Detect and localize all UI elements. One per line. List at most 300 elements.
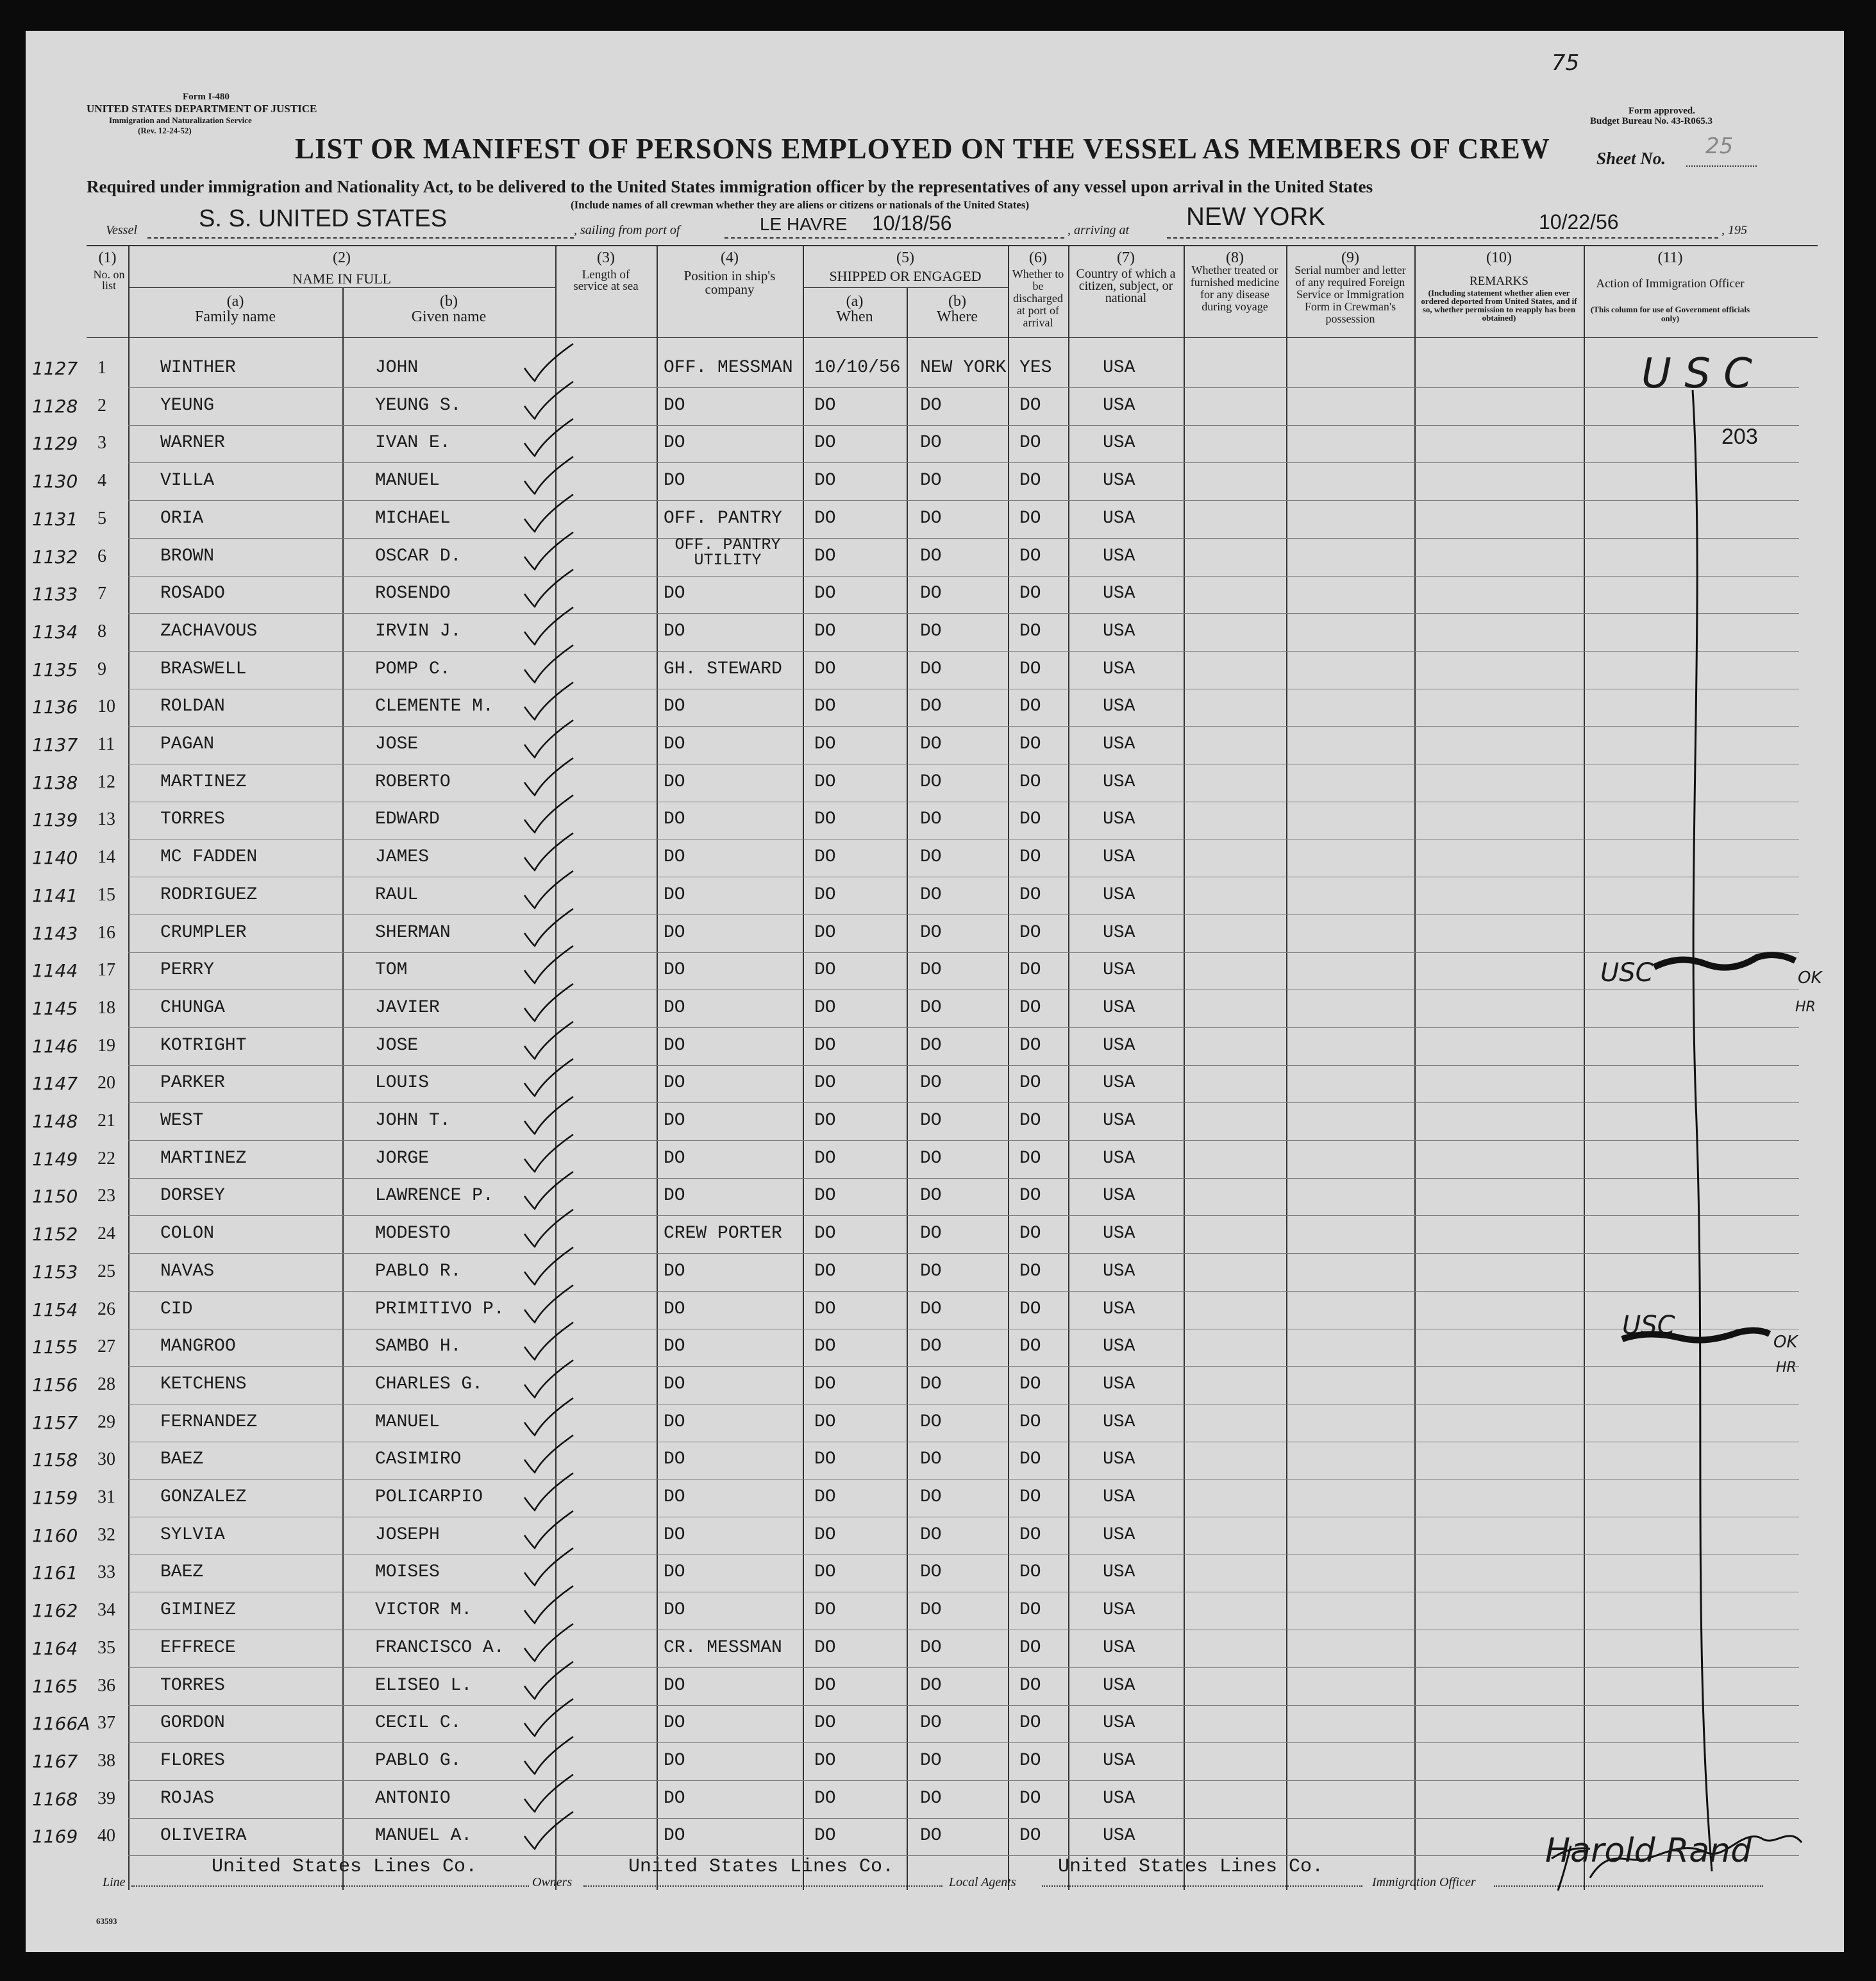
given-name: FRANCISCO A.: [375, 1637, 505, 1658]
col1-header: No. on list: [93, 268, 125, 292]
list-id: 1132: [32, 546, 78, 568]
list-id: 1148: [32, 1111, 78, 1132]
country: USA: [1103, 621, 1135, 641]
given-name: CHARLES G.: [375, 1374, 483, 1394]
line-number: 34: [97, 1600, 115, 1621]
manifest-title: LIST OR MANIFEST OF PERSONS EMPLOYED ON THE VESSEL AS MEMBERS OF CREW: [295, 133, 1550, 165]
list-id: 1150: [32, 1186, 78, 1208]
country: USA: [1103, 771, 1135, 792]
discharged: DO: [1019, 922, 1041, 943]
col7-header: Country of which a citizen, subject, or national: [1076, 267, 1176, 305]
shipped-when: DO: [814, 621, 836, 641]
shipped-where: DO: [920, 884, 942, 905]
line-number: 30: [97, 1449, 115, 1470]
family-name: COLON: [160, 1224, 215, 1244]
discharged: DO: [1019, 433, 1041, 453]
country: USA: [1103, 358, 1135, 378]
shipped-where: DO: [920, 847, 942, 868]
discharged: DO: [1019, 1336, 1041, 1357]
family-name: CHUNGA: [160, 997, 225, 1018]
revision: (Rev. 12-24-52): [138, 126, 192, 135]
position: DO: [664, 1374, 685, 1394]
given-name: OSCAR D.: [375, 546, 462, 566]
discharged: DO: [1019, 1487, 1041, 1507]
position: DO: [664, 1035, 685, 1056]
scribble-17: [1654, 955, 1795, 968]
shipped-when: DO: [814, 922, 836, 943]
ok-annotation-17: OK: [1798, 968, 1822, 988]
shipped-when: DO: [814, 1713, 836, 1733]
discharged: DO: [1019, 659, 1041, 679]
country: USA: [1103, 584, 1135, 604]
shipped-where: DO: [920, 433, 942, 453]
col5a-number: (a): [846, 293, 864, 310]
shipped-when: DO: [814, 1111, 836, 1131]
line-number: 23: [97, 1186, 115, 1206]
line-number: 21: [97, 1111, 115, 1131]
country: USA: [1103, 1562, 1135, 1583]
position: DO: [664, 584, 685, 604]
country: USA: [1103, 1111, 1135, 1131]
col5b-header: Where: [937, 308, 978, 325]
given-name: ROBERTO: [375, 771, 451, 792]
family-name: FERNANDEZ: [160, 1412, 258, 1432]
given-name: JORGE: [375, 1148, 430, 1168]
shipped-where: DO: [920, 960, 942, 981]
position: DO: [664, 771, 685, 792]
family-name: VILLA: [160, 471, 215, 491]
country: USA: [1103, 847, 1135, 868]
position: DO: [664, 621, 685, 641]
sheet-number: 25: [1705, 133, 1734, 159]
given-name: EDWARD: [375, 809, 440, 830]
given-name: VICTOR M.: [375, 1600, 473, 1621]
departure-date: 10/18/56: [872, 212, 952, 235]
shipped-when: DO: [814, 884, 836, 905]
family-name: PAGAN: [160, 734, 215, 754]
country: USA: [1103, 1675, 1135, 1696]
service: Immigration and Naturalization Service: [109, 115, 252, 125]
country: USA: [1103, 659, 1135, 679]
given-name: YEUNG S.: [375, 395, 462, 416]
col7-number: (7): [1117, 249, 1135, 266]
given-name: MICHAEL: [375, 508, 451, 528]
family-name: ORIA: [160, 508, 204, 528]
list-id: 1154: [32, 1299, 78, 1320]
position: DO: [664, 433, 685, 453]
line-number: 38: [97, 1750, 115, 1771]
col4-number: (4): [721, 249, 739, 266]
discharged: DO: [1019, 696, 1041, 717]
position: OFF. MESSMAN: [664, 358, 793, 378]
position: CREW PORTER: [664, 1224, 782, 1244]
list-id: 1165: [32, 1675, 78, 1697]
country: USA: [1103, 1412, 1135, 1432]
line-number: 36: [97, 1675, 115, 1696]
sailing-label: , sailing from port of: [574, 223, 680, 237]
shipped-where: DO: [920, 621, 942, 641]
position: DO: [664, 1600, 685, 1621]
given-name: JOSE: [375, 1035, 419, 1056]
shipped-where: DO: [920, 1336, 942, 1357]
line-number: 32: [97, 1524, 115, 1545]
line-number: 25: [97, 1261, 115, 1281]
line-number: 39: [97, 1788, 115, 1808]
country: USA: [1103, 395, 1135, 416]
usc-annotation-17: USC: [1600, 958, 1654, 988]
discharged: YES: [1019, 358, 1052, 378]
list-id: 1157: [32, 1412, 78, 1433]
position: DO: [664, 997, 685, 1018]
line-number: 35: [97, 1637, 115, 1658]
shipped-when: DO: [814, 1449, 836, 1470]
list-id: 1140: [32, 847, 78, 869]
country: USA: [1103, 1713, 1135, 1733]
line-number: 22: [97, 1148, 115, 1168]
col2a-number: (a): [226, 293, 244, 310]
shipped-where: DO: [920, 1562, 942, 1583]
shipped-when: DO: [814, 1336, 836, 1357]
family-name: GORDON: [160, 1713, 225, 1733]
family-name: TORRES: [160, 1675, 225, 1696]
list-id: 1146: [32, 1035, 78, 1057]
shipped-where: DO: [920, 1412, 942, 1432]
country: USA: [1103, 1750, 1135, 1771]
position: OFF. PANTRY: [664, 508, 782, 528]
country: USA: [1103, 1826, 1135, 1846]
shipped-where: DO: [920, 997, 942, 1018]
col5-number: (5): [896, 249, 914, 266]
col9-header: Serial number and letter of any required Foreign Service or Immigration Form in Crewman's possession: [1294, 264, 1406, 325]
list-id: 1147: [32, 1073, 78, 1095]
position: DO: [664, 1826, 685, 1846]
discharged: DO: [1019, 546, 1041, 566]
shipped-when: DO: [814, 771, 836, 792]
col3-header: Length of service at sea: [573, 268, 639, 293]
discharged: DO: [1019, 1224, 1041, 1244]
shipped-where: DO: [920, 734, 942, 754]
line-number: 33: [97, 1562, 115, 1583]
list-id: 1136: [32, 696, 78, 718]
country: USA: [1103, 508, 1135, 528]
given-name: JAMES: [375, 847, 430, 868]
discharged: DO: [1019, 734, 1041, 754]
col2b-number: (b): [440, 293, 458, 310]
list-id: 1130: [32, 471, 78, 493]
list-id: 1141: [32, 884, 78, 906]
shipped-when: DO: [814, 1750, 836, 1771]
line-number: 13: [97, 809, 115, 830]
shipped-when: DO: [814, 847, 836, 868]
list-id: 1139: [32, 809, 78, 831]
shipped-when: DO: [814, 1073, 836, 1093]
country: USA: [1103, 1073, 1135, 1093]
given-name: SAMBO H.: [375, 1336, 462, 1357]
usc-annotation: U S C: [1641, 350, 1752, 398]
family-name: GIMINEZ: [160, 1600, 236, 1621]
family-name: WARNER: [160, 433, 225, 453]
country: USA: [1103, 696, 1135, 717]
col5b-number: (b): [948, 293, 966, 310]
line-number: 1: [97, 358, 106, 378]
col5-header: SHIPPED OR ENGAGED: [829, 268, 982, 284]
owners-company: United States Lines Co.: [628, 1856, 894, 1878]
col11-header: Action of Immigration Officer: [1596, 277, 1745, 291]
discharged: DO: [1019, 1111, 1041, 1131]
list-id: 1138: [32, 771, 78, 793]
shipped-when: DO: [814, 809, 836, 830]
list-id: 1135: [32, 659, 78, 680]
given-name: LAWRENCE P.: [375, 1186, 494, 1206]
position: DO: [664, 1073, 685, 1093]
given-name: ELISEO L.: [375, 1675, 473, 1696]
list-id: 1158: [32, 1449, 78, 1471]
shipped-when: 10/10/56: [814, 358, 901, 378]
family-name: CRUMPLER: [160, 922, 247, 943]
list-id: 1143: [32, 922, 78, 944]
list-id: 1149: [32, 1148, 78, 1170]
discharged: DO: [1019, 1299, 1041, 1319]
country: USA: [1103, 1224, 1135, 1244]
position: DO: [664, 1524, 685, 1545]
position: DO: [664, 1336, 685, 1357]
arrival-port: NEW YORK: [1186, 203, 1326, 231]
given-name: MOISES: [375, 1562, 440, 1583]
given-name: RAUL: [375, 884, 419, 905]
shipped-where: DO: [920, 546, 942, 566]
shipped-when: DO: [814, 1412, 836, 1432]
given-name: CASIMIRO: [375, 1449, 462, 1470]
position: GH. STEWARD: [664, 659, 782, 679]
discharged: DO: [1019, 1186, 1041, 1206]
shipped-when: DO: [814, 1035, 836, 1056]
shipped-where: DO: [920, 1675, 942, 1696]
col3-number: (3): [597, 249, 615, 266]
shipped-when: DO: [814, 1826, 836, 1846]
count-annotation: 203: [1721, 425, 1758, 449]
line-number: 29: [97, 1412, 115, 1432]
discharged: DO: [1019, 1562, 1041, 1583]
line-number: 16: [97, 922, 115, 943]
line-number: 5: [97, 508, 106, 528]
col10-number: (10): [1486, 249, 1512, 266]
country: USA: [1103, 960, 1135, 981]
officer-signature: Harold Rand: [1545, 1832, 1752, 1870]
country: USA: [1103, 809, 1135, 830]
position: DO: [664, 1487, 685, 1507]
given-name: IRVIN J.: [375, 621, 462, 641]
position: DO: [664, 395, 685, 416]
line-number: 27: [97, 1336, 115, 1357]
position: DO: [664, 1675, 685, 1696]
discharged: DO: [1019, 1524, 1041, 1545]
department: UNITED STATES DEPARTMENT OF JUSTICE: [87, 103, 317, 115]
shipped-where: DO: [920, 1826, 942, 1846]
family-name: MARTINEZ: [160, 1148, 247, 1168]
shipped-when: DO: [814, 471, 836, 491]
line-number: 40: [97, 1826, 115, 1846]
shipped-where: DO: [920, 471, 942, 491]
list-id: 1155: [32, 1336, 78, 1358]
manifest-subtitle: Required under immigration and Nationality Act, to be delivered to the United States immigration officer by the representatives of any vessel upon arrival in the United States: [87, 177, 1373, 196]
line-number: 3: [97, 433, 106, 453]
page-mark: 75: [1552, 50, 1580, 76]
family-name: MANGROO: [160, 1336, 236, 1357]
given-name: IVAN E.: [375, 433, 451, 453]
position: DO: [664, 1788, 685, 1808]
given-name: PABLO G.: [375, 1750, 462, 1771]
line-number: 17: [97, 960, 115, 981]
include-note: (Include names of all crewman whether they are aliens or citizens or nationals of the United States): [571, 199, 1030, 211]
list-id: 1129: [32, 433, 78, 455]
position: DO: [664, 1111, 685, 1131]
line-number: 8: [97, 621, 106, 641]
list-id: 1169: [32, 1826, 78, 1848]
shipped-where: DO: [920, 1299, 942, 1319]
discharged: DO: [1019, 960, 1041, 981]
given-name: SHERMAN: [375, 922, 451, 943]
given-name: MANUEL: [375, 471, 440, 491]
discharged: DO: [1019, 1788, 1041, 1808]
position: CR. MESSMAN: [664, 1637, 782, 1658]
shipped-when: DO: [814, 508, 836, 528]
given-name: JOSE: [375, 734, 419, 754]
discharged: DO: [1019, 771, 1041, 792]
family-name: TORRES: [160, 809, 225, 830]
country: USA: [1103, 922, 1135, 943]
position: OFF. PANTRY UTILITY: [674, 535, 781, 569]
family-name: YEUNG: [160, 395, 215, 416]
col10-header: REMARKS: [1470, 274, 1528, 288]
given-name: MANUEL A.: [375, 1826, 473, 1846]
line-number: 18: [97, 997, 115, 1018]
shipped-when: DO: [814, 584, 836, 604]
position: DO: [664, 922, 685, 943]
position: DO: [664, 1186, 685, 1206]
shipped-where: DO: [920, 1148, 942, 1168]
country: USA: [1103, 471, 1135, 491]
shipped-when: DO: [814, 659, 836, 679]
family-name: GONZALEZ: [160, 1487, 247, 1507]
col1-number: (1): [98, 249, 117, 266]
family-name: KOTRIGHT: [160, 1035, 247, 1056]
list-id: 1137: [32, 734, 78, 755]
shipped-when: DO: [814, 696, 836, 717]
family-name: DORSEY: [160, 1186, 225, 1206]
discharged: DO: [1019, 395, 1041, 416]
line-number: 9: [97, 659, 106, 679]
discharged: DO: [1019, 1713, 1041, 1733]
family-name: PERRY: [160, 960, 215, 981]
country: USA: [1103, 1336, 1135, 1357]
position: DO: [664, 471, 685, 491]
shipped-where: DO: [920, 1449, 942, 1470]
position: DO: [664, 1299, 685, 1319]
family-name: NAVAS: [160, 1261, 215, 1281]
shipped-when: DO: [814, 1675, 836, 1696]
col10-note: (Including statement whether alien ever ordered deported from United States, and if so, whether permission to reapply has been obtained): [1421, 288, 1577, 323]
departure-port: LE HAVRE: [760, 214, 848, 234]
arriving-label: , arriving at: [1068, 223, 1130, 237]
list-id: 1153: [32, 1261, 78, 1283]
shipped-where: DO: [920, 809, 942, 830]
col2b-header: Given name: [411, 308, 487, 325]
shipped-when: DO: [814, 734, 836, 754]
arrival-date: 10/22/56: [1539, 210, 1619, 233]
discharged: DO: [1019, 1035, 1041, 1056]
shipped-when: DO: [814, 1487, 836, 1507]
country: USA: [1103, 1600, 1135, 1621]
line-label: Line: [103, 1875, 126, 1889]
shipped-when: DO: [814, 1224, 836, 1244]
country: USA: [1103, 734, 1135, 754]
family-name: SYLVIA: [160, 1524, 225, 1545]
family-name: BAEZ: [160, 1449, 204, 1470]
list-id: 1133: [32, 584, 78, 605]
shipped-where: DO: [920, 1374, 942, 1394]
line-number: 7: [97, 584, 106, 604]
family-name: RODRIGUEZ: [160, 884, 258, 905]
col5a-header: When: [836, 308, 873, 325]
family-name: CID: [160, 1299, 193, 1319]
hr-annotation-27: HR: [1776, 1360, 1796, 1376]
position: DO: [664, 884, 685, 905]
shipped-when: DO: [814, 1788, 836, 1808]
country: USA: [1103, 1186, 1135, 1206]
country: USA: [1103, 1487, 1135, 1507]
list-id: 1156: [32, 1374, 78, 1395]
col6-number: (6): [1029, 249, 1047, 266]
shipped-when: DO: [814, 1261, 836, 1281]
given-name: MODESTO: [375, 1224, 451, 1244]
ink-marks: [26, 31, 1844, 1952]
given-name: JOHN T.: [375, 1111, 451, 1131]
agents-underline: [1042, 1885, 1362, 1887]
country: USA: [1103, 1374, 1135, 1394]
position: DO: [664, 1148, 685, 1168]
shipped-where: DO: [920, 1487, 942, 1507]
country: USA: [1103, 1035, 1135, 1056]
discharged: DO: [1019, 621, 1041, 641]
shipped-where: NEW YORK: [920, 358, 1007, 378]
family-name: BROWN: [160, 546, 215, 566]
discharged: DO: [1019, 471, 1041, 491]
discharged: DO: [1019, 584, 1041, 604]
col4-header: Position in ship's company: [683, 268, 776, 297]
shipped-when: DO: [814, 1186, 836, 1206]
family-name: ROJAS: [160, 1788, 215, 1808]
country: USA: [1103, 1524, 1135, 1545]
family-name: MC FADDEN: [160, 847, 258, 868]
given-name: JOSEPH: [375, 1524, 440, 1545]
given-name: MANUEL: [375, 1412, 440, 1432]
col2a-header: Family name: [195, 308, 276, 325]
line-number: 37: [97, 1713, 115, 1733]
manifest-sheet: [26, 31, 1844, 1952]
line-number: 10: [97, 696, 115, 717]
family-name: OLIVEIRA: [160, 1826, 247, 1846]
line-number: 26: [97, 1299, 115, 1319]
owners-label: Owners: [532, 1875, 573, 1889]
line-number: 11: [97, 734, 115, 754]
col8-header: Whether treated or furnished medicine for any disease during voyage: [1190, 264, 1280, 313]
family-name: ROLDAN: [160, 696, 225, 717]
given-name: POLICARPIO: [375, 1487, 483, 1507]
bracket-line: [1693, 390, 1712, 1871]
year-suffix: , 195: [1721, 223, 1747, 237]
discharged: DO: [1019, 884, 1041, 905]
shipped-when: DO: [814, 1562, 836, 1583]
